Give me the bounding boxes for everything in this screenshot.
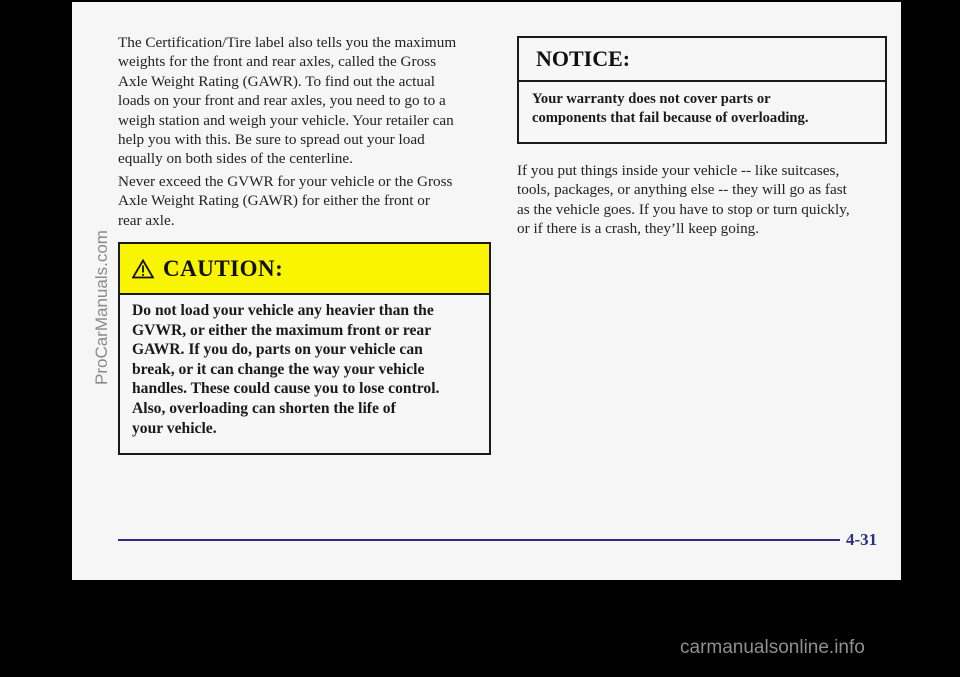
- text-line: GVWR, or either the maximum front or rear: [132, 321, 432, 339]
- notice-header: [519, 38, 885, 82]
- notice-title: NOTICE:: [536, 46, 631, 71]
- text-line: Never exceed the GVWR for your vehicle or the Gross: [118, 173, 453, 190]
- warning-triangle-icon: [132, 259, 154, 279]
- text-line: GAWR. If you do, parts on your vehicle can: [132, 341, 423, 359]
- caution-header: [120, 244, 489, 295]
- text-line: components that fail because of overloading.: [532, 110, 809, 126]
- right-paragraph-1: [517, 161, 892, 239]
- text-line: Axle Weight Rating (GAWR). To find out the actual: [118, 72, 435, 90]
- text-line: The Certification/Tire label also tells you the maximum: [118, 34, 457, 51]
- left-paragraph-2: [118, 172, 488, 230]
- text-line: or if there is a crash, they’ll keep going.: [517, 220, 760, 238]
- footer-rule: [118, 539, 840, 541]
- text-line: handles. These could cause you to lose control.: [132, 380, 440, 398]
- caution-body: [120, 295, 489, 438]
- text-line: break, or it can change the way your vehicle: [132, 360, 425, 378]
- text-line: loads on your front and rear axles, you need to go to a: [118, 92, 446, 110]
- text-line: as the vehicle goes. If you have to stop or turn quickly,: [517, 200, 850, 218]
- text-line: Also, overloading can shorten the life of: [132, 399, 396, 417]
- text-line: Axle Weight Rating (GAWR) for either the front or: [118, 192, 430, 210]
- left-paragraph-1: [118, 33, 488, 169]
- text-line: tools, packages, or anything else -- they will go as fast: [517, 181, 847, 199]
- text-line: equally on both sides of the centerline.: [118, 150, 353, 168]
- text-line: weigh station and weigh your vehicle. Your retailer can: [118, 111, 454, 129]
- text-line: your vehicle.: [132, 419, 217, 437]
- caution-title: CAUTION:: [163, 255, 284, 281]
- text-line: Do not load your vehicle any heavier than the: [132, 302, 434, 319]
- text-line: Your warranty does not cover parts or: [532, 91, 771, 107]
- text-line: If you put things inside your vehicle -- like suitcases,: [517, 162, 840, 179]
- notice-body: [519, 82, 885, 128]
- text-line: rear axle.: [118, 211, 175, 229]
- side-watermark: ProCarManuals.com: [92, 230, 111, 385]
- bottom-watermark: carmanualsonline.info: [680, 637, 865, 658]
- page-number: 4-31: [846, 530, 878, 549]
- text-line: weights for the front and rear axles, called the Gross: [118, 53, 436, 71]
- text-line: help you with this. Be sure to spread out your load: [118, 131, 425, 149]
- notice-box: [517, 36, 887, 144]
- caution-box: [118, 242, 491, 455]
